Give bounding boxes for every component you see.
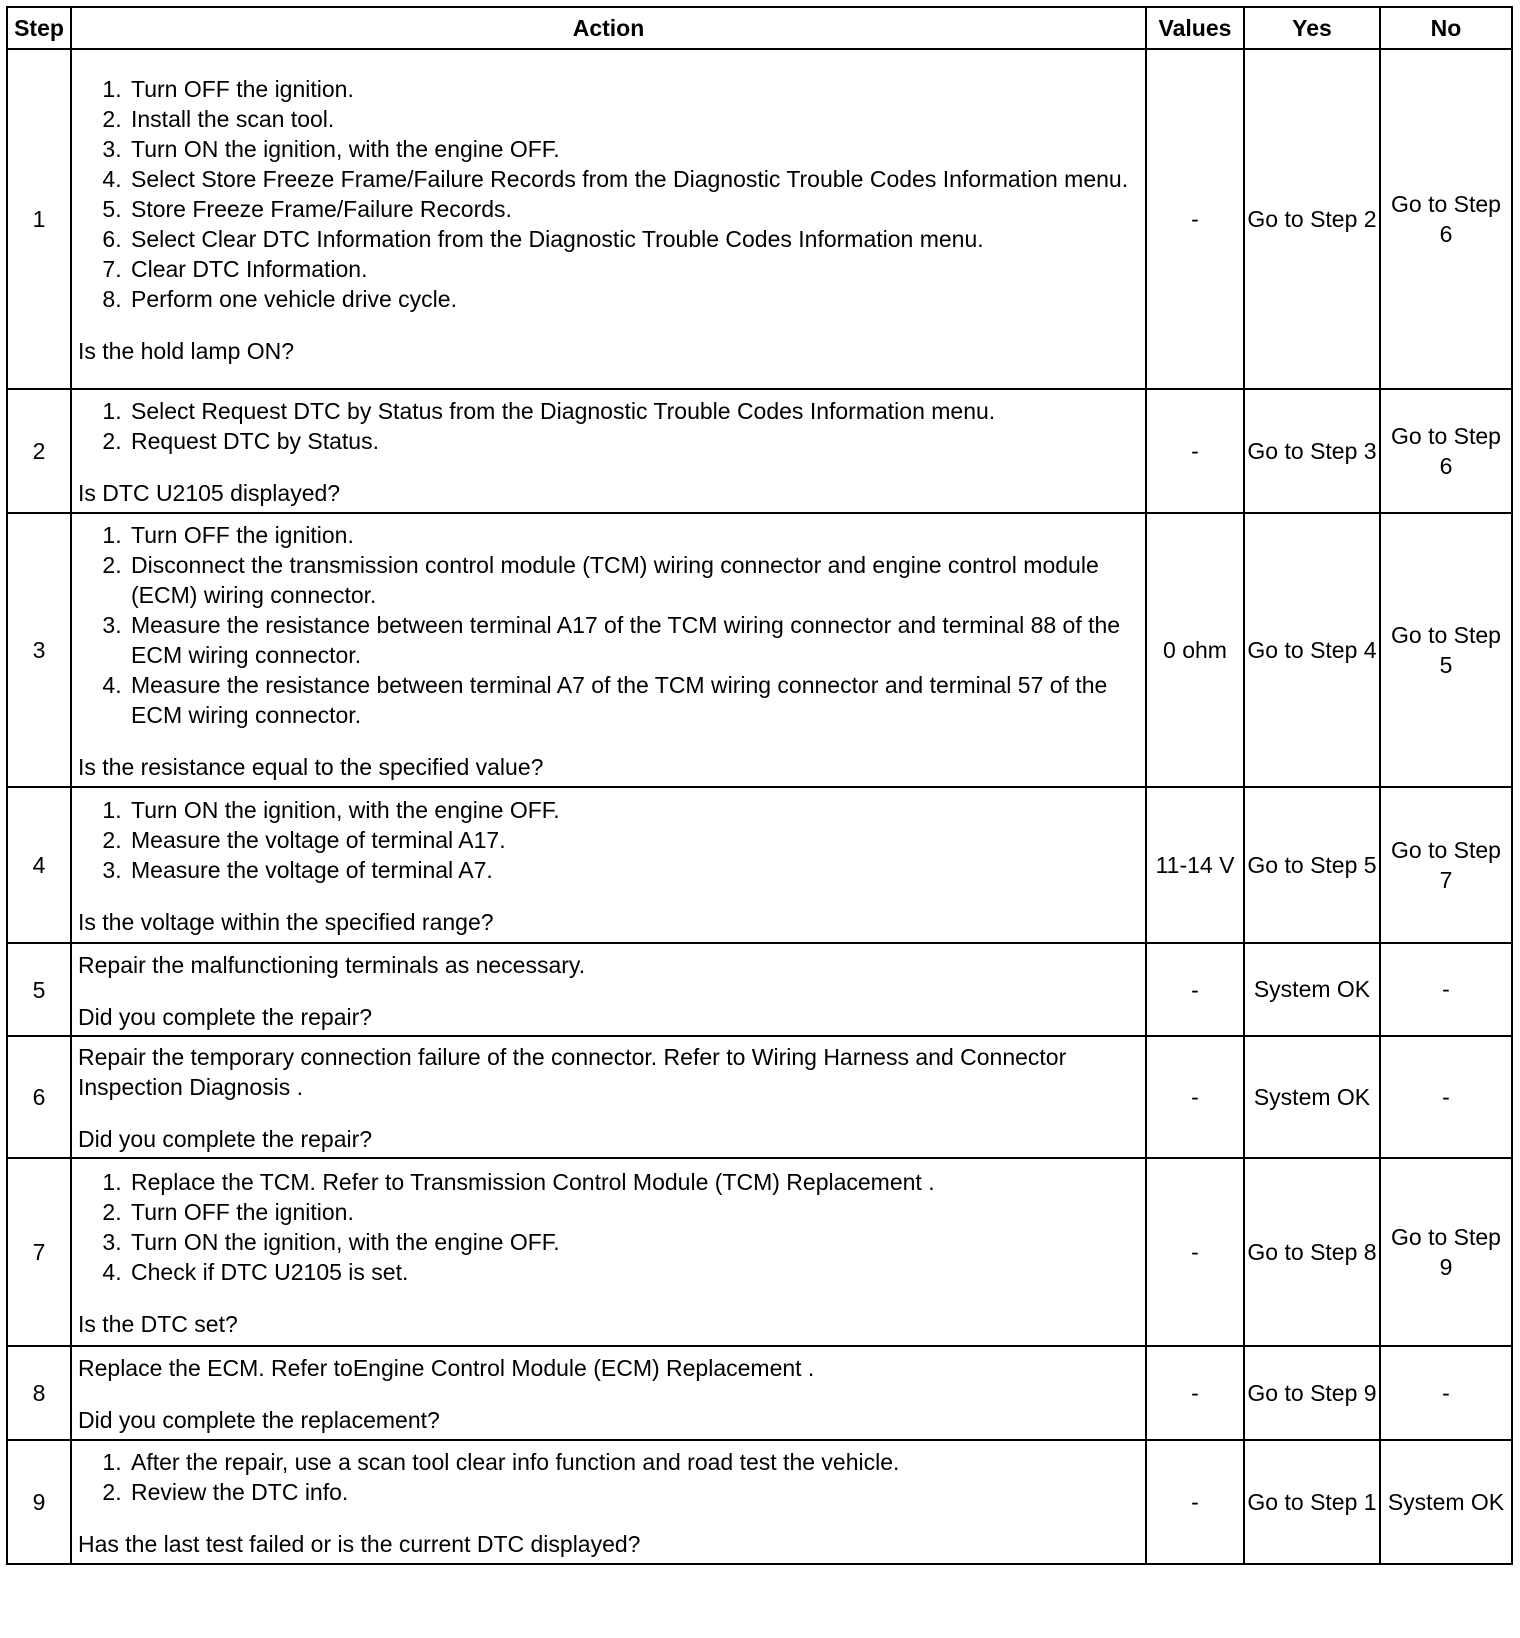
table-row [7, 787, 1512, 943]
action-question: Is the DTC set? [78, 1311, 238, 1337]
header-action: Action [71, 7, 1146, 49]
action-step-list [78, 520, 1139, 730]
action-step-list [78, 396, 1139, 456]
action-step-item: 1. Turn OFF the ignition. [128, 74, 1139, 104]
no-outcome: Go to Step 5 [1380, 513, 1512, 787]
action-step-item: 4. Measure the resistance between terminal A7 of the TCM wiring connector and terminal 57 of the ECM wiring connector. [128, 670, 1139, 730]
step-number: 5 [7, 943, 71, 1036]
action-cell [71, 1346, 1146, 1440]
header-values: Values [1146, 7, 1244, 49]
action-question: Is the hold lamp ON? [78, 338, 295, 364]
yes-outcome: System OK [1244, 943, 1380, 1036]
yes-outcome: Go to Step 2 [1244, 49, 1380, 389]
step-number: 2 [7, 389, 71, 513]
action-step-list [78, 1447, 1139, 1507]
step-number: 8 [7, 1346, 71, 1440]
no-outcome: Go to Step 6 [1380, 389, 1512, 513]
action-cell [71, 943, 1146, 1036]
action-step-item: 2. Review the DTC info. [128, 1477, 1139, 1507]
action-step-item: 1. Select Request DTC by Status from the Diagnostic Trouble Codes Information menu. [128, 396, 1139, 426]
values-cell: - [1146, 49, 1244, 389]
yes-outcome: Go to Step 9 [1244, 1346, 1380, 1440]
table-body [7, 49, 1512, 1564]
action-instruction: Repair the malfunctioning terminals as necessary. [78, 951, 586, 978]
action-question: Is DTC U2105 displayed? [78, 480, 341, 506]
table-row [7, 49, 1512, 389]
action-step-item: 1. After the repair, use a scan tool clear info function and road test the vehicle. [128, 1447, 1139, 1477]
action-step-item: 4. Check if DTC U2105 is set. [128, 1257, 1139, 1287]
action-step-item: 1. Turn OFF the ignition. [128, 520, 1139, 550]
action-question: Did you complete the repair? [78, 1003, 373, 1030]
action-instruction: Replace the ECM. Refer toEngine Control Module (ECM) Replacement . [78, 1355, 815, 1381]
action-instruction: Repair the temporary connection failure of the connector. Refer to Wiring Harness and Connector Inspection Diagnosis . [78, 1044, 1067, 1100]
header-yes: Yes [1244, 7, 1380, 49]
no-outcome: - [1380, 1036, 1512, 1158]
action-step-item: 1. Turn ON the ignition, with the engine OFF. [128, 795, 1139, 825]
table-row [7, 1346, 1512, 1440]
no-outcome: Go to Step 9 [1380, 1158, 1512, 1346]
no-outcome: Go to Step 7 [1380, 787, 1512, 943]
action-step-item: 5. Store Freeze Frame/Failure Records. [128, 194, 1139, 224]
header-step: Step [7, 7, 71, 49]
action-step-list [78, 1167, 1139, 1287]
action-step-item: 3. Turn ON the ignition, with the engine OFF. [128, 134, 1139, 164]
action-cell [71, 787, 1146, 943]
values-cell: 11-14 V [1146, 787, 1244, 943]
action-step-item: 6. Select Clear DTC Information from the Diagnostic Trouble Codes Information menu. [128, 224, 1139, 254]
action-cell [71, 389, 1146, 513]
values-cell: - [1146, 1036, 1244, 1158]
action-cell [71, 1440, 1146, 1564]
action-cell [71, 49, 1146, 389]
header-no: No [1380, 7, 1512, 49]
step-number: 7 [7, 1158, 71, 1346]
action-step-item: 8. Perform one vehicle drive cycle. [128, 284, 1139, 314]
step-number: 4 [7, 787, 71, 943]
action-question: Did you complete the repair? [78, 1126, 373, 1152]
action-step-item: 1. Replace the TCM. Refer to Transmission Control Module (TCM) Replacement . [128, 1167, 1139, 1197]
no-outcome: - [1380, 943, 1512, 1036]
table-row [7, 513, 1512, 787]
action-step-item: 2. Measure the voltage of terminal A17. [128, 825, 1139, 855]
action-question: Is the resistance equal to the specified value? [78, 754, 544, 780]
yes-outcome: Go to Step 5 [1244, 787, 1380, 943]
no-outcome: System OK [1380, 1440, 1512, 1564]
values-cell: - [1146, 943, 1244, 1036]
action-step-item: 2. Turn OFF the ignition. [128, 1197, 1139, 1227]
no-outcome: Go to Step 6 [1380, 49, 1512, 389]
table-row [7, 1440, 1512, 1564]
action-step-item: 3. Measure the resistance between terminal A17 of the TCM wiring connector and terminal 88 of the ECM wiring connector. [128, 610, 1139, 670]
yes-outcome: Go to Step 4 [1244, 513, 1380, 787]
yes-outcome: System OK [1244, 1036, 1380, 1158]
values-cell: - [1146, 389, 1244, 513]
no-outcome: - [1380, 1346, 1512, 1440]
values-cell: - [1146, 1346, 1244, 1440]
action-question: Is the voltage within the specified range? [78, 909, 494, 935]
step-number: 6 [7, 1036, 71, 1158]
action-step-item: 3. Turn ON the ignition, with the engine OFF. [128, 1227, 1139, 1257]
step-number: 1 [7, 49, 71, 389]
step-number: 9 [7, 1440, 71, 1564]
action-step-item: 4. Select Store Freeze Frame/Failure Records from the Diagnostic Trouble Codes Information menu. [128, 164, 1139, 194]
action-step-list [78, 795, 1139, 885]
diagnostic-table [6, 6, 1513, 1565]
action-step-list [78, 74, 1139, 314]
step-number: 3 [7, 513, 71, 787]
yes-outcome: Go to Step 1 [1244, 1440, 1380, 1564]
yes-outcome: Go to Step 8 [1244, 1158, 1380, 1346]
table-row [7, 1036, 1512, 1158]
action-cell [71, 513, 1146, 787]
action-step-item: 2. Request DTC by Status. [128, 426, 1139, 456]
action-question: Has the last test failed or is the current DTC displayed? [78, 1531, 641, 1557]
action-step-item: 2. Install the scan tool. [128, 104, 1139, 134]
values-cell: - [1146, 1440, 1244, 1564]
table-row [7, 1158, 1512, 1346]
yes-outcome: Go to Step 3 [1244, 389, 1380, 513]
action-question: Did you complete the replacement? [78, 1407, 440, 1433]
action-cell [71, 1158, 1146, 1346]
action-step-item: 7. Clear DTC Information. [128, 254, 1139, 284]
action-cell [71, 1036, 1146, 1158]
header-row [7, 7, 1512, 49]
action-step-item: 3. Measure the voltage of terminal A7. [128, 855, 1139, 885]
values-cell: 0 ohm [1146, 513, 1244, 787]
action-step-item: 2. Disconnect the transmission control module (TCM) wiring connector and engine control module (ECM) wiring connector. [128, 550, 1139, 610]
values-cell: - [1146, 1158, 1244, 1346]
table-row [7, 943, 1512, 1036]
table-row [7, 389, 1512, 513]
